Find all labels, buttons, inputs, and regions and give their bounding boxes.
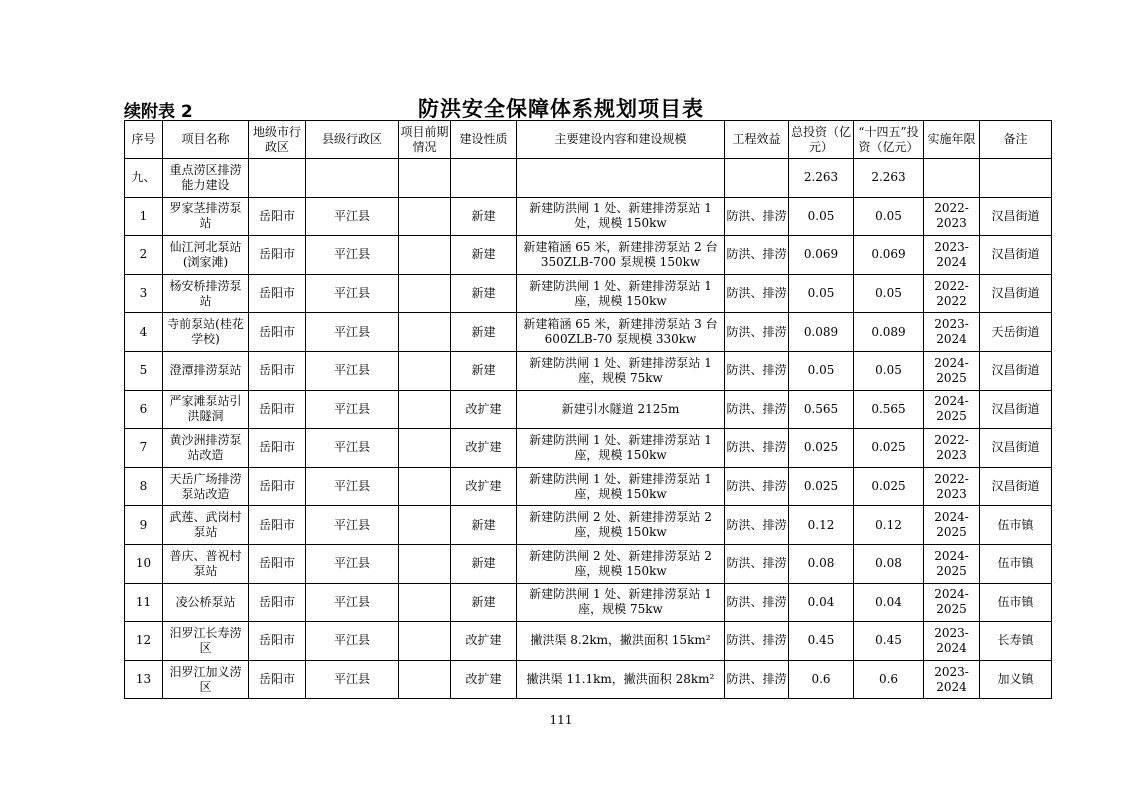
cell-fyp: 0.04 bbox=[854, 583, 924, 622]
cell-benefit: 防洪、排涝 bbox=[725, 351, 789, 390]
cell-years: 2024-2025 bbox=[924, 583, 980, 622]
cell-total: 0.05 bbox=[789, 197, 854, 236]
cell-content: 撇洪渠 11.1km，撇洪面积 28km² bbox=[517, 660, 725, 699]
cell-fyp: 0.05 bbox=[854, 274, 924, 313]
cell-nature: 新建 bbox=[451, 236, 517, 275]
cell-name: 仙江河北泵站(浏家滩) bbox=[163, 236, 249, 275]
cell-fyp: 0.6 bbox=[854, 660, 924, 699]
cell-benefit: 防洪、排涝 bbox=[725, 390, 789, 429]
cell-city: 岳阳市 bbox=[249, 622, 306, 661]
cell-remark: 伍市镇 bbox=[980, 544, 1052, 583]
cell-fyp: 0.05 bbox=[854, 197, 924, 236]
cell-fyp: 0.025 bbox=[854, 429, 924, 468]
cell-name: 罗家茎排涝泵站 bbox=[163, 197, 249, 236]
cell-name: 普庆、普祝村泵站 bbox=[163, 544, 249, 583]
cell-nature: 新建 bbox=[451, 274, 517, 313]
cell-city: 岳阳市 bbox=[249, 197, 306, 236]
cell-no: 7 bbox=[125, 429, 163, 468]
section-row bbox=[125, 159, 1052, 198]
table-row bbox=[125, 351, 1052, 390]
header-row bbox=[125, 121, 1052, 159]
cell-total: 0.069 bbox=[789, 236, 854, 275]
cell-years: 2024-2025 bbox=[924, 390, 980, 429]
cell-years: 2024-2025 bbox=[924, 351, 980, 390]
cell-content: 新建箱涵 65 米，新建排涝泵站 3 台 600ZLB-70 泵规模 330kw bbox=[517, 313, 725, 352]
cell-nature: 新建 bbox=[451, 506, 517, 545]
header-years: 实施年限 bbox=[924, 121, 980, 159]
table-row bbox=[125, 467, 1052, 506]
cell-remark: 加义镇 bbox=[980, 660, 1052, 699]
document-title: 防洪安全保障体系规划项目表 bbox=[418, 97, 704, 121]
cell-city: 岳阳市 bbox=[249, 236, 306, 275]
cell-nature: 改扩建 bbox=[451, 390, 517, 429]
cell-benefit: 防洪、排涝 bbox=[725, 583, 789, 622]
cell-content: 新建防洪闸 2 处、新建排涝泵站 2 座，规模 150kw bbox=[517, 544, 725, 583]
cell-no: 13 bbox=[125, 660, 163, 699]
cell-content: 新建防洪闸 1 处、新建排涝泵站 1 座，规模 75kw bbox=[517, 583, 725, 622]
section-total: 2.263 bbox=[789, 159, 854, 198]
cell-years: 2022-2023 bbox=[924, 429, 980, 468]
cell-fyp: 0.45 bbox=[854, 622, 924, 661]
cell-nature: 新建 bbox=[451, 313, 517, 352]
cell-county: 平江县 bbox=[306, 506, 399, 545]
cell-city: 岳阳市 bbox=[249, 583, 306, 622]
table-row bbox=[125, 583, 1052, 622]
cell-years: 2024-2025 bbox=[924, 506, 980, 545]
cell-benefit: 防洪、排涝 bbox=[725, 236, 789, 275]
cell-years: 2022-2023 bbox=[924, 467, 980, 506]
cell-prep bbox=[399, 197, 451, 236]
cell-city: 岳阳市 bbox=[249, 544, 306, 583]
cell-no: 4 bbox=[125, 313, 163, 352]
cell-total: 0.05 bbox=[789, 351, 854, 390]
cell-no: 9 bbox=[125, 506, 163, 545]
header-total: 总投资（亿元） bbox=[789, 121, 854, 159]
cell-name: 凌公桥泵站 bbox=[163, 583, 249, 622]
attachment-label: 续附表 2 bbox=[124, 102, 193, 122]
cell-name: 寺前泵站(桂花学校) bbox=[163, 313, 249, 352]
header-county: 县级行政区 bbox=[306, 121, 399, 159]
header-nature: 建设性质 bbox=[451, 121, 517, 159]
cell-county: 平江县 bbox=[306, 583, 399, 622]
cell-prep bbox=[399, 622, 451, 661]
header-remark: 备注 bbox=[980, 121, 1052, 159]
cell-city: 岳阳市 bbox=[249, 274, 306, 313]
cell-benefit: 防洪、排涝 bbox=[725, 313, 789, 352]
cell-remark: 伍市镇 bbox=[980, 506, 1052, 545]
cell-nature: 改扩建 bbox=[451, 660, 517, 699]
project-table bbox=[124, 120, 1052, 699]
cell-years: 2023-2024 bbox=[924, 313, 980, 352]
cell-county: 平江县 bbox=[306, 197, 399, 236]
cell-city: 岳阳市 bbox=[249, 429, 306, 468]
cell-name: 杨安桥排涝泵站 bbox=[163, 274, 249, 313]
header-fyp: “十四五”投资（亿元） bbox=[854, 121, 924, 159]
cell-county: 平江县 bbox=[306, 390, 399, 429]
cell-fyp: 0.025 bbox=[854, 467, 924, 506]
cell-county: 平江县 bbox=[306, 351, 399, 390]
cell-no: 11 bbox=[125, 583, 163, 622]
cell-total: 0.04 bbox=[789, 583, 854, 622]
section-no: 九、 bbox=[125, 159, 163, 198]
cell-content: 撇洪渠 8.2km，撇洪面积 15km² bbox=[517, 622, 725, 661]
cell-name: 黄沙洲排涝泵站改造 bbox=[163, 429, 249, 468]
cell-content: 新建防洪闸 1 处、新建排涝泵站 1 座，规模 75kw bbox=[517, 351, 725, 390]
cell-nature: 改扩建 bbox=[451, 622, 517, 661]
cell-remark: 长寿镇 bbox=[980, 622, 1052, 661]
cell-years: 2023-2024 bbox=[924, 622, 980, 661]
cell-name: 天岳广场排涝泵站改造 bbox=[163, 467, 249, 506]
cell-remark: 汉昌街道 bbox=[980, 429, 1052, 468]
cell-remark: 汉昌街道 bbox=[980, 274, 1052, 313]
cell-total: 0.089 bbox=[789, 313, 854, 352]
cell-no: 1 bbox=[125, 197, 163, 236]
cell-no: 6 bbox=[125, 390, 163, 429]
cell-benefit: 防洪、排涝 bbox=[725, 506, 789, 545]
table-row bbox=[125, 506, 1052, 545]
cell-remark: 汉昌街道 bbox=[980, 390, 1052, 429]
cell-years: 2023-2024 bbox=[924, 660, 980, 699]
table-row bbox=[125, 660, 1052, 699]
cell-remark: 汉昌街道 bbox=[980, 197, 1052, 236]
cell-total: 0.05 bbox=[789, 274, 854, 313]
cell-city: 岳阳市 bbox=[249, 506, 306, 545]
cell-fyp: 0.12 bbox=[854, 506, 924, 545]
cell-years: 2024-2025 bbox=[924, 544, 980, 583]
cell-city: 岳阳市 bbox=[249, 390, 306, 429]
cell-name: 汨罗江加义涝区 bbox=[163, 660, 249, 699]
cell-city: 岳阳市 bbox=[249, 467, 306, 506]
section-name: 重点涝区排涝能力建设 bbox=[163, 159, 249, 198]
cell-remark: 汉昌街道 bbox=[980, 351, 1052, 390]
header-city: 地级市行政区 bbox=[249, 121, 306, 159]
cell-remark: 天岳街道 bbox=[980, 313, 1052, 352]
header-benefit: 工程效益 bbox=[725, 121, 789, 159]
cell-content: 新建防洪闸 2 处、新建排涝泵站 2 座，规模 150kw bbox=[517, 506, 725, 545]
table-row bbox=[125, 236, 1052, 275]
cell-benefit: 防洪、排涝 bbox=[725, 660, 789, 699]
cell-total: 0.565 bbox=[789, 390, 854, 429]
cell-content: 新建防洪闸 1 处、新建排涝泵站 1 座，规模 150kw bbox=[517, 429, 725, 468]
table-row bbox=[125, 544, 1052, 583]
cell-remark: 伍市镇 bbox=[980, 583, 1052, 622]
page-number: 111 bbox=[549, 713, 573, 727]
cell-years: 2023-2024 bbox=[924, 236, 980, 275]
table-row bbox=[125, 390, 1052, 429]
cell-benefit: 防洪、排涝 bbox=[725, 197, 789, 236]
cell-years: 2022-2022 bbox=[924, 274, 980, 313]
cell-county: 平江县 bbox=[306, 429, 399, 468]
cell-benefit: 防洪、排涝 bbox=[725, 622, 789, 661]
cell-benefit: 防洪、排涝 bbox=[725, 274, 789, 313]
header-name: 项目名称 bbox=[163, 121, 249, 159]
cell-prep bbox=[399, 506, 451, 545]
cell-total: 0.45 bbox=[789, 622, 854, 661]
table-row bbox=[125, 429, 1052, 468]
cell-fyp: 0.08 bbox=[854, 544, 924, 583]
cell-years: 2022-2023 bbox=[924, 197, 980, 236]
cell-name: 汨罗江长寿涝区 bbox=[163, 622, 249, 661]
cell-total: 0.08 bbox=[789, 544, 854, 583]
table-row bbox=[125, 313, 1052, 352]
section-fyp: 2.263 bbox=[854, 159, 924, 198]
cell-nature: 新建 bbox=[451, 197, 517, 236]
cell-benefit: 防洪、排涝 bbox=[725, 467, 789, 506]
cell-name: 严家滩泵站引洪隧洞 bbox=[163, 390, 249, 429]
cell-fyp: 0.089 bbox=[854, 313, 924, 352]
cell-fyp: 0.565 bbox=[854, 390, 924, 429]
cell-content: 新建防洪闸 1 处、新建排涝泵站 1 座，规模 150kw bbox=[517, 467, 725, 506]
cell-no: 3 bbox=[125, 274, 163, 313]
cell-prep bbox=[399, 390, 451, 429]
table-row bbox=[125, 197, 1052, 236]
cell-name: 武莲、武岗村泵站 bbox=[163, 506, 249, 545]
cell-nature: 改扩建 bbox=[451, 467, 517, 506]
header-content: 主要建设内容和建设规模 bbox=[517, 121, 725, 159]
cell-county: 平江县 bbox=[306, 660, 399, 699]
cell-total: 0.12 bbox=[789, 506, 854, 545]
cell-no: 12 bbox=[125, 622, 163, 661]
cell-county: 平江县 bbox=[306, 467, 399, 506]
cell-nature: 新建 bbox=[451, 544, 517, 583]
cell-fyp: 0.069 bbox=[854, 236, 924, 275]
cell-nature: 新建 bbox=[451, 351, 517, 390]
cell-content: 新建防洪闸 1 处、新建排涝泵站 1 处，规模 150kw bbox=[517, 197, 725, 236]
cell-total: 0.6 bbox=[789, 660, 854, 699]
cell-prep bbox=[399, 274, 451, 313]
cell-remark: 汉昌街道 bbox=[980, 467, 1052, 506]
cell-content: 新建防洪闸 1 处、新建排涝泵站 1 座，规模 150kw bbox=[517, 274, 725, 313]
cell-county: 平江县 bbox=[306, 544, 399, 583]
header-prep: 项目前期情况 bbox=[399, 121, 451, 159]
cell-county: 平江县 bbox=[306, 236, 399, 275]
cell-prep bbox=[399, 467, 451, 506]
cell-city: 岳阳市 bbox=[249, 351, 306, 390]
cell-prep bbox=[399, 429, 451, 468]
cell-prep bbox=[399, 544, 451, 583]
cell-benefit: 防洪、排涝 bbox=[725, 429, 789, 468]
cell-prep bbox=[399, 660, 451, 699]
cell-remark: 汉昌街道 bbox=[980, 236, 1052, 275]
cell-name: 澄潭排涝泵站 bbox=[163, 351, 249, 390]
cell-no: 8 bbox=[125, 467, 163, 506]
cell-prep bbox=[399, 313, 451, 352]
cell-prep bbox=[399, 351, 451, 390]
header-no: 序号 bbox=[125, 121, 163, 159]
cell-nature: 改扩建 bbox=[451, 429, 517, 468]
table-row bbox=[125, 274, 1052, 313]
cell-nature: 新建 bbox=[451, 583, 517, 622]
cell-content: 新建引水隧道 2125m bbox=[517, 390, 725, 429]
cell-content: 新建箱涵 65 米，新建排涝泵站 2 台 350ZLB-700 泵规模 150kw bbox=[517, 236, 725, 275]
cell-city: 岳阳市 bbox=[249, 660, 306, 699]
cell-no: 2 bbox=[125, 236, 163, 275]
cell-county: 平江县 bbox=[306, 313, 399, 352]
cell-benefit: 防洪、排涝 bbox=[725, 544, 789, 583]
cell-prep bbox=[399, 236, 451, 275]
cell-county: 平江县 bbox=[306, 622, 399, 661]
cell-prep bbox=[399, 583, 451, 622]
cell-total: 0.025 bbox=[789, 467, 854, 506]
table-row bbox=[125, 622, 1052, 661]
cell-no: 5 bbox=[125, 351, 163, 390]
cell-city: 岳阳市 bbox=[249, 313, 306, 352]
cell-no: 10 bbox=[125, 544, 163, 583]
cell-fyp: 0.05 bbox=[854, 351, 924, 390]
cell-county: 平江县 bbox=[306, 274, 399, 313]
cell-total: 0.025 bbox=[789, 429, 854, 468]
